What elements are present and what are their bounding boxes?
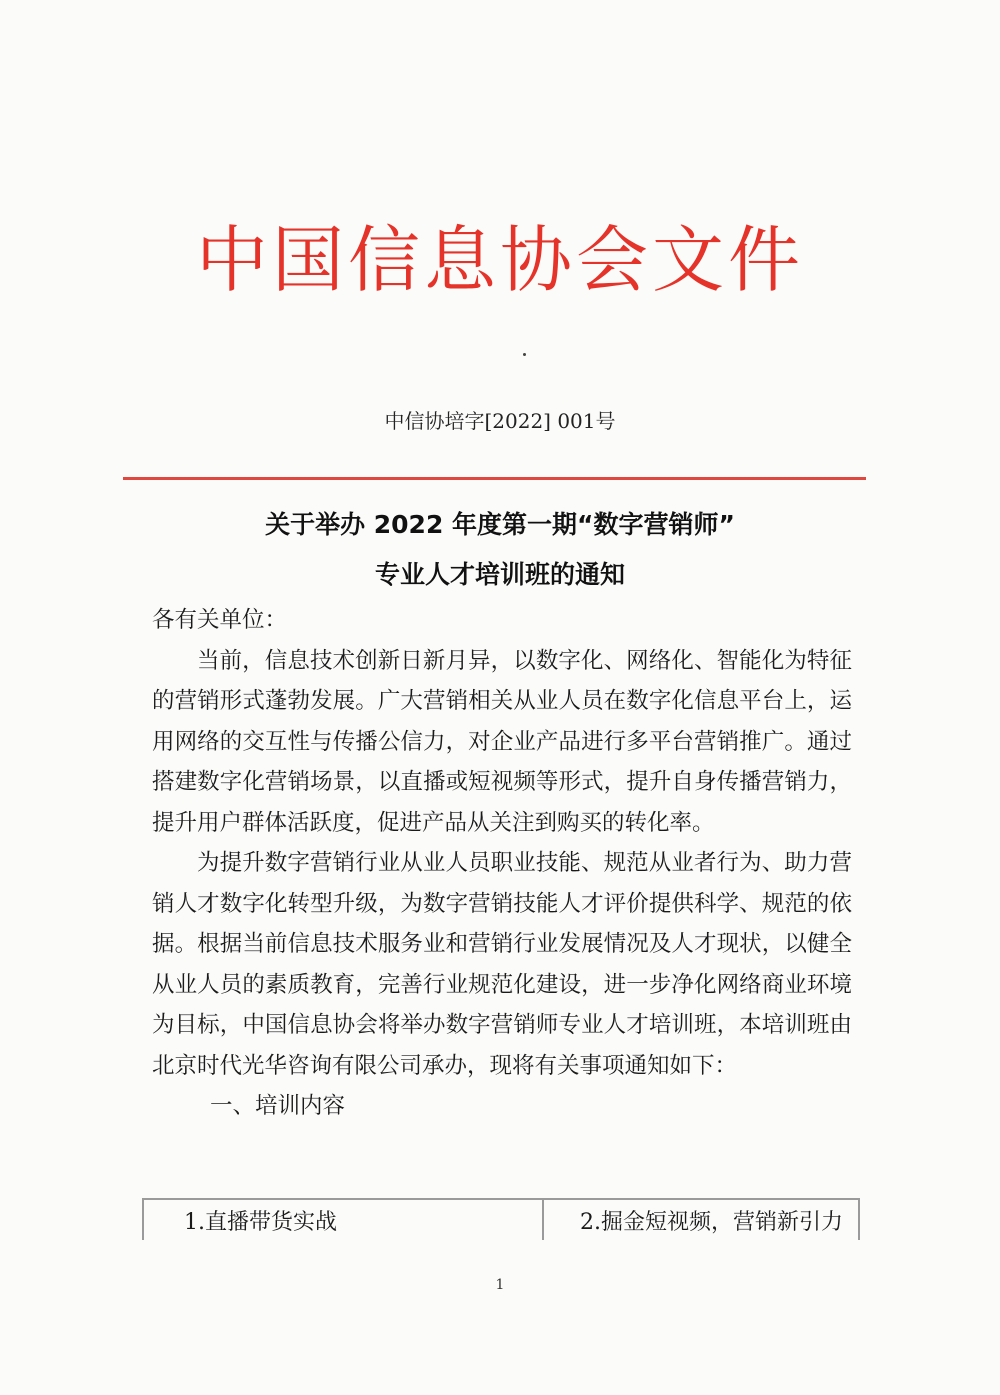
issuer-title: 中国信息协会文件 xyxy=(195,218,804,302)
document-number: 中信协培字[2022] 001号 xyxy=(384,409,616,433)
notice-title-line-1: 关于举办 2022 年度第一期“数字营销师” xyxy=(265,510,735,539)
body-paragraph-1: 当前，信息技术创新日新月异，以数字化、网络化、智能化为特征的营销形式蓬勃发展。广大营销相关从业人员在数字化信息平台上，运用网络的交互性与传播公信力，对企业产品进行多平台营销推广。通过搭建数字化营销场景，以直播或短视频等形式，提升自身传播营销力，提升用户群体活跃度，促进产品从关注到购买的转化率。 xyxy=(152,647,852,836)
red-separator-line xyxy=(123,477,866,480)
table-cell: 2.掘金短视频，营销新引力 xyxy=(580,1209,843,1235)
page-number: 1 xyxy=(495,1277,505,1293)
salutation: 各有关单位： xyxy=(152,607,288,633)
notice-title xyxy=(0,500,1000,600)
section-heading-training-content: 一、培训内容 xyxy=(210,1093,346,1119)
notice-body xyxy=(152,600,852,1127)
scan-speck xyxy=(523,353,526,356)
training-content-table xyxy=(142,1198,860,1240)
table-cell: 1.直播带货实战 xyxy=(144,1200,544,1240)
notice-title-line-2: 专业人才培训班的通知 xyxy=(374,560,625,589)
body-paragraph-2: 为提升数字营销行业从业人员职业技能、规范从业者行为、助力营销人才数字化转型升级，为数字营销技能人才评价提供科学、规范的依据。根据当前信息技术服务业和营销行业发展情况及人才现状，以健全从业人员的素质教育，完善行业规范化建设，进一步净化网络商业环境为目标，中国信息协会将举办数字营销师专业人才培训班，本培训班由北京时代光华咨询有限公司承办，现将有关事项通知如下： xyxy=(152,850,852,1079)
table-row xyxy=(144,1200,858,1240)
